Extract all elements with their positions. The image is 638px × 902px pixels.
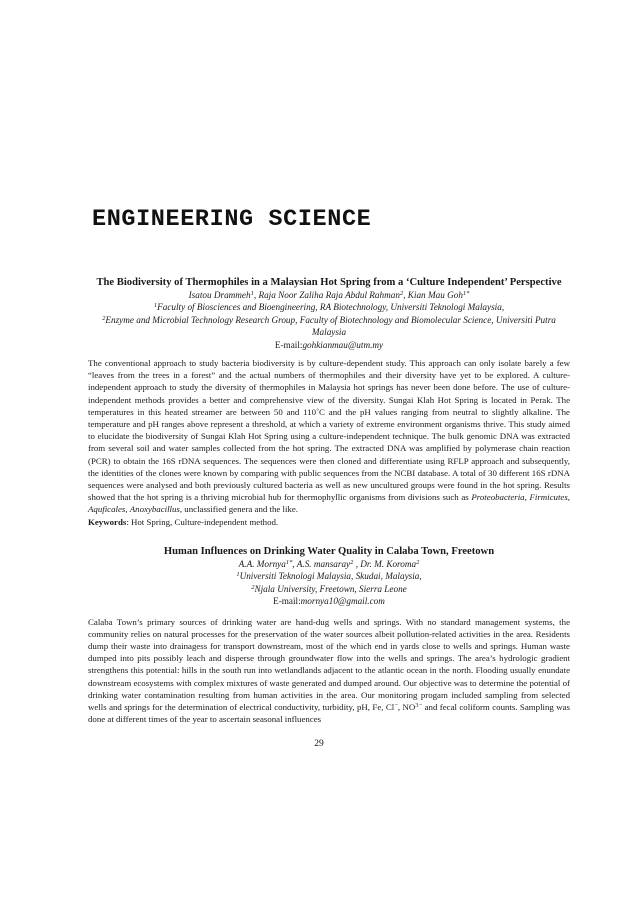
author-name: A.S. mansaray: [296, 559, 351, 569]
email-line: E-mail:gohkianmau@utm.my: [274, 339, 384, 350]
affiliation-1: $^1$Universiti Teknologi Malaysia, Skudai, Malaysia,: [236, 571, 422, 582]
author-list: A.A. Mornya$^{1*}$, A.S. mansaray$^2$ , Dr. M. Koroma$^2$: [238, 559, 420, 569]
author-name: A.A. Mornya: [238, 559, 286, 569]
affiliation-2: $^2$Enzyme and Microbial Technology Research Group, Faculty of Biotechnology and Biomolecular Science, Universiti Putra: [102, 314, 556, 325]
author-name: Raja Noor Zaliha Raja Abdul Rahman: [258, 290, 400, 300]
article-title: The Biodiversity of Thermophiles in a Malaysian Hot Spring from a ‘Culture Independent’ Perspective: [96, 277, 562, 288]
author-name: Isatou Drammeh: [188, 290, 251, 300]
article-calaba-water: [88, 545, 570, 725]
author-name: Dr. M. Koroma: [360, 559, 417, 569]
article-thermophiles: [88, 276, 570, 528]
email-address: gohkianmau@utm.my: [302, 339, 384, 350]
email-address: mornya10@gmail.com: [300, 596, 385, 607]
author-name: Kian Mau Goh: [407, 290, 463, 300]
page-number: 29: [314, 739, 324, 749]
affiliation-2: $^2$Njala University, Freetown, Sierra Leone: [251, 583, 407, 594]
author-list: Isatou Drammeh$^1$, Raja Noor Zaliha Raja Abdul Rahman$^2$, Kian Mau Goh$^{1*}$: [188, 290, 470, 300]
abstract: Calaba Town’s primary sources of drinking water are hand-dug wells and springs. With no standard management systems, the community relies on natural processes for the preservation of the water sources albeit pollution-related activities in the area. Residents dump their waste into drainagess for transport downstream, most of the which end in yards close to wells and springs. Human waste dumped into pits possibly leach and disperse through groundwater flow into the wells and springs. The area’s hydrologic gradient strengthens this potential: hills in the south run into wetlandlands adjacent to the atlantic ocean in the north. Flooding usually enundate downstream ecosystems with complex mixtures of waste generated and dumped around. Our objective was to determine the potential of drinking water contamination resulting from human activities in the area. Our monitoring progam included sampling from selected wells and springs for the determination of electrical conductivity, turbidity, pH, Fe, Cl−, $NO^{3-}$ and fecal coliform counts. Sampling was done at different times of the year to ascertain seasonal influences: [88, 616, 570, 725]
affiliation-1: $^1$Faculty of Biosciences and Bioengineering, RA Biotechnology, Universiti Teknologi Malaysia,: [153, 302, 505, 313]
section-heading: ENGINEERING SCIENCE: [92, 206, 372, 233]
keywords: Keywords: Hot Spring, Culture-independent method.: [88, 516, 279, 527]
email-line: E-mail:mornya10@gmail.com: [273, 596, 385, 607]
abstract: The conventional approach to study bacteria biodiversity is by culture-dependent study. This approach can only isolate barely a few “leaves from the trees in a forest” and the actual numbers of thermophiles and their diversity have yet to be explored. A culture-independent approach to study the diversity of thermophiles in Malaysia hot springs has never been done before. The use of culture-independent methods provides a better and comprehensive view of the diversity. Sungai Klah Hot Spring is located in Perak. The temperatures in this heated streamer are between 50 and 110˚C and the pH values ranging from neutral to slightly alkaline. The temperature and pH ranges above represent a threshold, at which a variety of extreme environment organisms thrive. This study aimed to elucidate the biodiversity of Sungai Klah Hot Spring using a culture-independent technique. The bulk genomic DNA was extracted from several soil and water samples collected from the hot spring. The extracted DNA was amplified by polymerase chain reaction (PCR) to obtain the 16S rDNA sequences. The sequences were then cloned and differentiate using RFLP approach and subsequently, the identities of the clones were known by comparing with public sequences from the NCBI database. A total of 30 different 16S rDNA sequences were analysed and both previously cultured bacteria as well as new uncultured groups were found in the hot spring. Results showed that the hot spring is a thriving microbial hub for thermophyllic organisms from divisions such as Proteobacteria, Firmicutes, Aquficales, Anoxybacillus, unclassified genera and the like.: [88, 358, 571, 515]
article-title: Human Influences on Drinking Water Quality in Calaba Town, Freetown: [163, 546, 495, 557]
affiliation-2-cont: Malaysia: [311, 327, 347, 338]
